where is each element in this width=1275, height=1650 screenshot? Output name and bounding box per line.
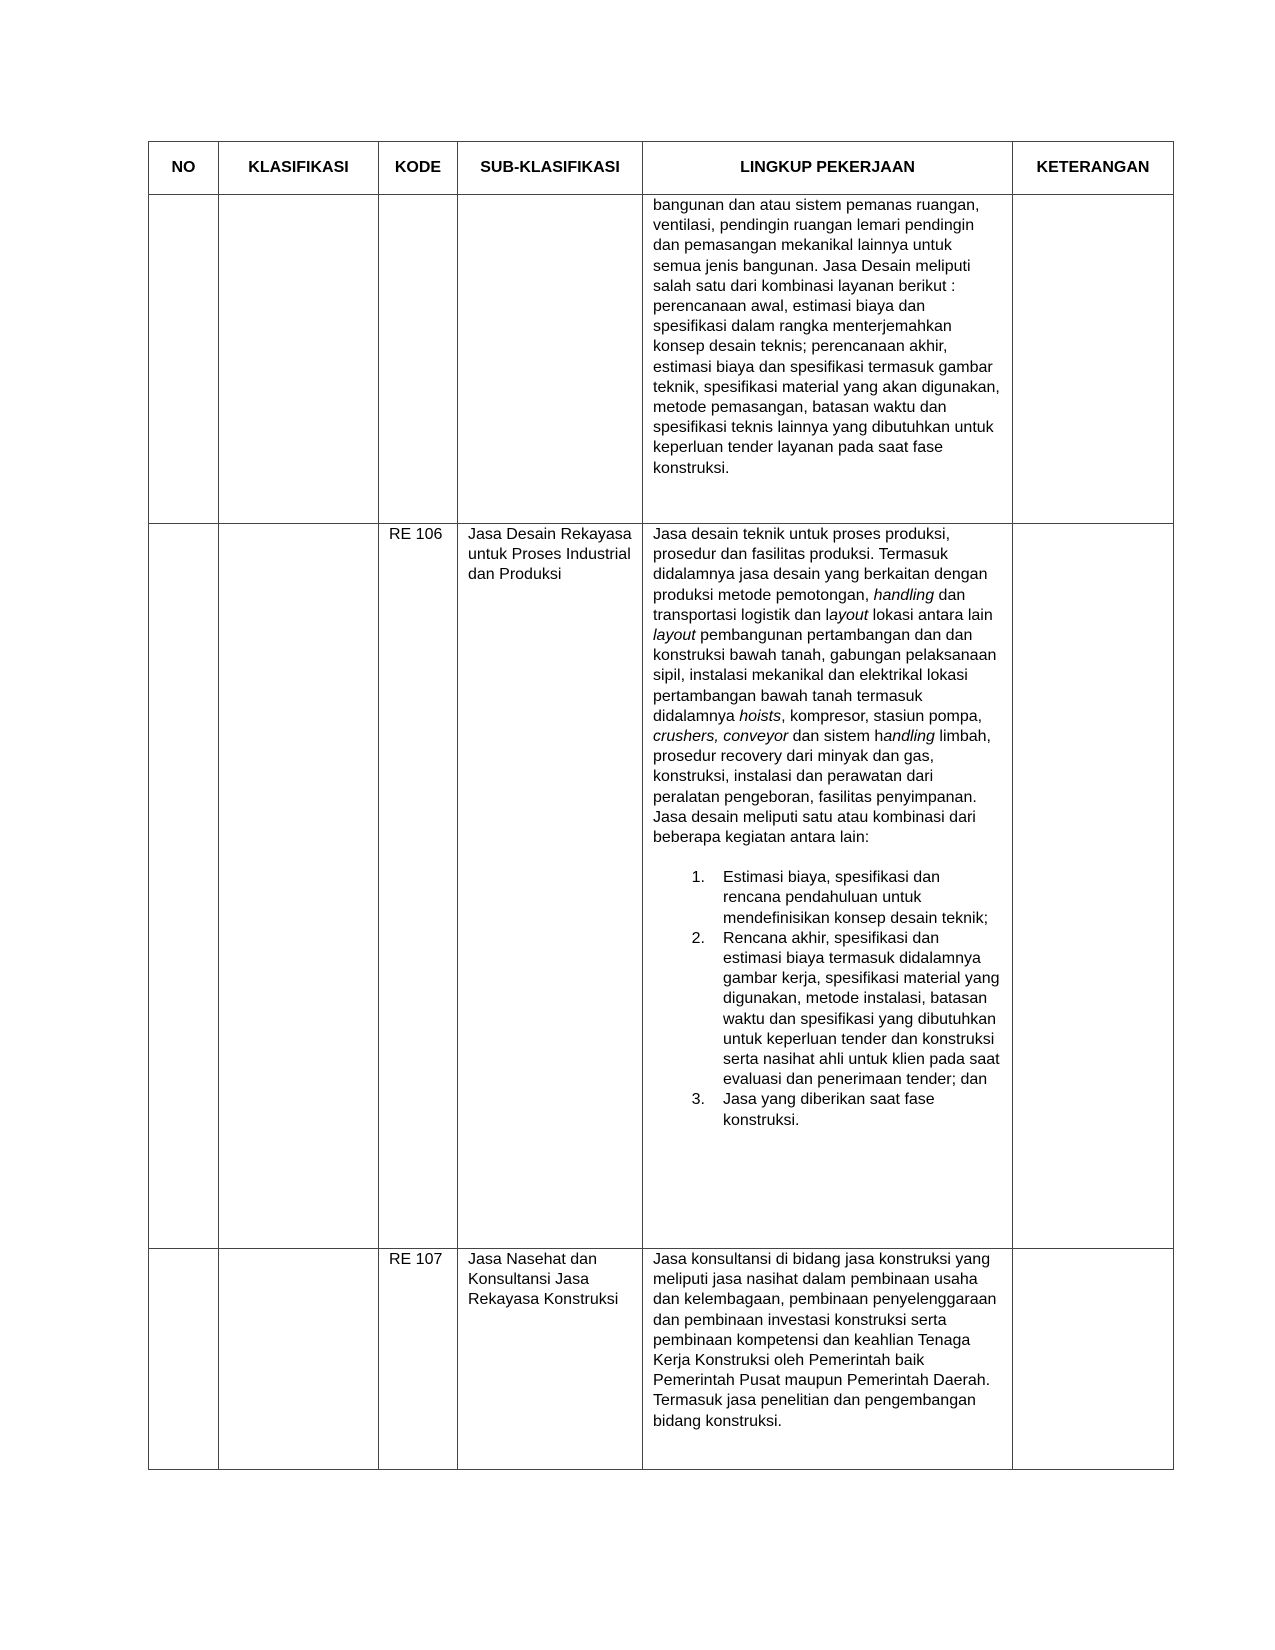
italic-term: handling: [873, 586, 935, 604]
cell-no: [149, 195, 219, 524]
text-segment: limbah, prosedur recovery dari minyak dan gas, konstruksi, instalasi dan perawatan dari peralatan pengeboran, fasilitas penyimpanan. Jasa desain meliputi satu atau kombinasi dari beberapa kegiatan antara lain:: [653, 728, 991, 847]
document-page: [148, 141, 1173, 1470]
cell-keterangan: [1013, 195, 1174, 524]
cell-sub-klasifikasi: Jasa Desain Rekayasa untuk Proses Industrial dan Produksi: [458, 524, 643, 1249]
text-segment: , kompresor, stasiun pompa,: [781, 707, 983, 725]
header-kode: KODE: [379, 142, 458, 195]
italic-term: layout: [653, 627, 696, 645]
italic-term: ayout: [829, 606, 869, 624]
cell-lingkup-pekerjaan: [643, 524, 1013, 1249]
cell-no: [149, 1249, 219, 1470]
cell-sub-klasifikasi: Jasa Nasehat dan Konsultansi Jasa Rekayasa Konstruksi: [458, 1249, 643, 1470]
classification-table: [148, 141, 1174, 1470]
cell-no: [149, 524, 219, 1249]
text-segment: Jasa desain teknik untuk proses produksi, prosedur dan fasilitas produksi. Termasuk didalamnya jasa desain yang berkaitan dengan produksi metode pemotongan,: [653, 526, 988, 604]
text-segment: lokasi antara lain: [868, 606, 993, 624]
cell-keterangan: [1013, 1249, 1174, 1470]
list-item: [653, 868, 1002, 929]
header-klasifikasi: KLASIFIKASI: [219, 142, 379, 195]
list-number: 1.: [691, 869, 705, 887]
cell-keterangan: [1013, 524, 1174, 1249]
table-row: [149, 195, 1174, 524]
cell-klasifikasi: [219, 195, 379, 524]
cell-lingkup-pekerjaan: [643, 1249, 1013, 1470]
header-keterangan: KETERANGAN: [1013, 142, 1174, 195]
numbered-list: [653, 868, 1002, 1131]
list-number: 3.: [691, 1091, 705, 1109]
lingkup-text: bangunan dan atau sistem pemanas ruangan, ventilasi, pendingin ruangan lemari pendingin dan pemasangan mekanikal lainnya untuk semua jenis bangunan. Jasa Desain meliputi salah satu dari kombinasi layanan berikut : perencanaan awal, estimasi biaya dan spesifikasi dalam rangka menterjemahkan konsep desain teknis; perencanaan akhir, estimasi biaya dan spesifikasi termasuk gambar teknik, spesifikasi material yang akan digunakan, metode pemasangan, batasan waktu dan spesifikasi teknis lainnya yang dibutuhkan untuk keperluan tender layanan pada saat fase konstruksi.: [653, 197, 1000, 477]
cell-klasifikasi: [219, 1249, 379, 1470]
list-text: Rencana akhir, spesifikasi dan estimasi biaya termasuk didalamnya gambar kerja, spesifikasi material yang digunakan, metode instalasi, batasan waktu dan spesifikasi yang dibutuhkan untuk keperluan tender dan konstruksi serta nasihat ahli untuk klien pada saat evaluasi dan penerimaan tender; dan: [723, 929, 1000, 1089]
italic-term: crushers, conveyor: [653, 728, 789, 746]
cell-kode: RE 106: [379, 524, 458, 1249]
text-segment: dan transportasi logistik dan l: [653, 586, 966, 624]
list-text: Jasa yang diberikan saat fase konstruksi.: [723, 1091, 935, 1129]
cell-kode: [379, 195, 458, 524]
table-row: [149, 524, 1174, 1249]
italic-term: hoists: [739, 707, 782, 725]
list-text: Estimasi biaya, spesifikasi dan rencana pendahuluan untuk mendefinisikan konsep desain teknik;: [723, 869, 989, 927]
header-lingkup-pekerjaan: LINGKUP PEKERJAAN: [643, 142, 1013, 195]
header-sub-klasifikasi: SUB-KLASIFIKASI: [458, 142, 643, 195]
cell-lingkup-pekerjaan: [643, 195, 1013, 524]
lingkup-text: Jasa konsultansi di bidang jasa konstruksi yang meliputi jasa nasihat dalam pembinaan usaha dan kelembagaan, pembinaan penyelenggaraan dan pembinaan investasi konstruksi serta pembinaan kompetensi dan keahlian Tenaga Kerja Konstruksi oleh Pemerintah baik Pemerintah Pusat maupun Pemerintah Daerah. Termasuk jasa penelitian dan pengembangan bidang konstruksi.: [653, 1251, 997, 1430]
list-number: 2.: [691, 929, 705, 947]
text-segment: dan sistem h: [788, 728, 884, 746]
table-row: [149, 1249, 1174, 1470]
list-item: [653, 1090, 1002, 1130]
text-segment: pembangunan pertambangan dan dan konstruksi bawah tanah, gabungan pelaksanaan sipil, instalasi mekanikal dan elektrikal lokasi pertambangan bawah tanah termasuk didalamnya: [653, 627, 997, 725]
cell-sub-klasifikasi: [458, 195, 643, 524]
table-header-row: [149, 142, 1174, 195]
lingkup-text: [653, 525, 1002, 848]
cell-klasifikasi: [219, 524, 379, 1249]
header-no: NO: [149, 142, 219, 195]
italic-term: andling: [883, 728, 935, 746]
cell-kode: RE 107: [379, 1249, 458, 1470]
list-item: [653, 929, 1002, 1091]
